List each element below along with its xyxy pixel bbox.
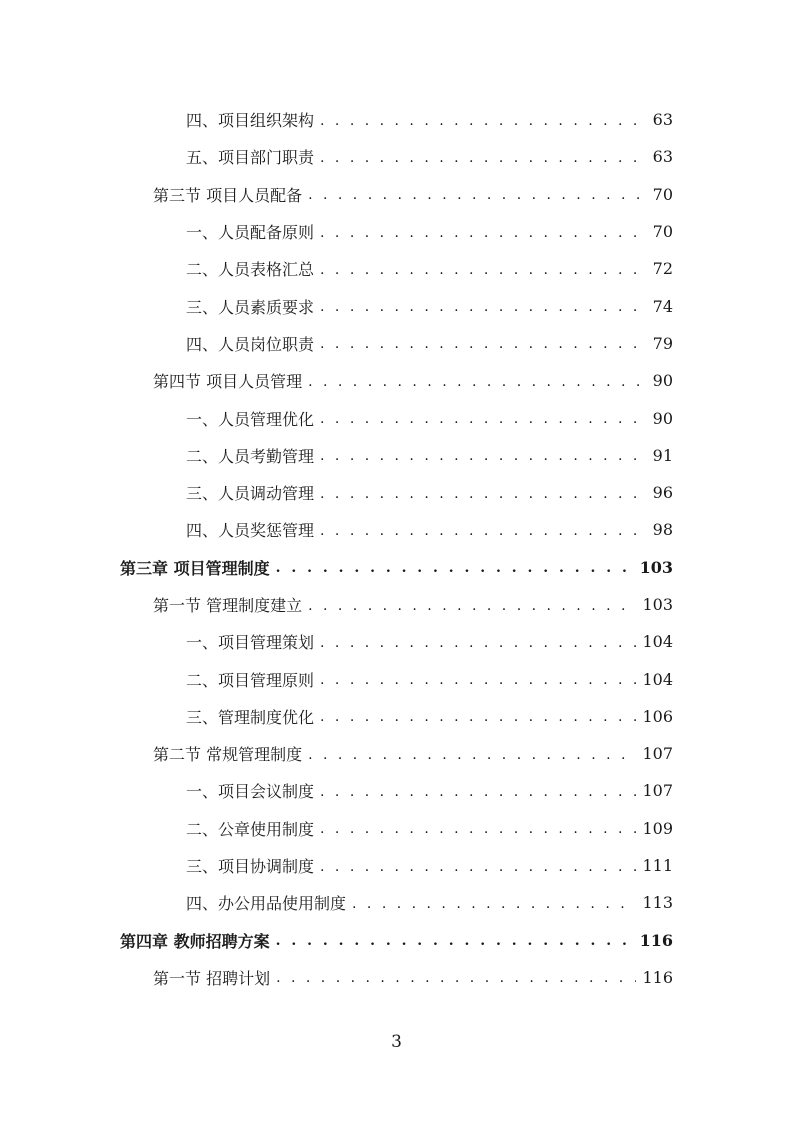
toc-entry[interactable]	[0, 623, 793, 660]
toc-entry-page: 70	[652, 222, 673, 242]
toc-entry-label: 三、项目协调制度	[186, 857, 315, 877]
toc-entry-page: 109	[642, 818, 673, 838]
toc-entry-page: 107	[642, 744, 673, 764]
toc-entry-page: 116	[639, 930, 673, 950]
toc-entry-page: 63	[652, 147, 673, 167]
toc-dot-leader	[320, 859, 636, 875]
toc-entry-label: 第四节 项目人员管理	[153, 372, 303, 392]
toc-entry[interactable]	[0, 586, 793, 623]
toc-dot-leader	[308, 747, 636, 763]
toc-entry[interactable]	[0, 138, 793, 175]
toc-dot-leader	[320, 486, 647, 502]
toc-entry[interactable]	[0, 511, 793, 548]
toc-entry-page: 90	[652, 371, 673, 391]
toc-entry-page: 113	[642, 893, 673, 913]
toc-dot-leader	[276, 970, 636, 986]
toc-entry-label: 第二节 常规管理制度	[153, 745, 303, 765]
toc-dot-leader	[320, 448, 647, 464]
toc-entry[interactable]	[0, 474, 793, 511]
toc-entry-label: 一、项目管理策划	[186, 633, 315, 653]
toc-entry-label: 二、人员表格汇总	[186, 260, 315, 280]
toc-entry-page: 106	[642, 706, 673, 726]
toc-dot-leader	[276, 560, 634, 576]
toc-entry[interactable]	[0, 437, 793, 474]
toc-entry-label: 第四章 教师招聘方案	[120, 931, 270, 951]
page-number: 3	[391, 1032, 402, 1052]
toc-entry-label: 四、人员岗位职责	[186, 334, 315, 354]
toc-entry[interactable]	[0, 772, 793, 809]
toc-entry-page: 104	[642, 669, 673, 689]
toc-entry-page: 103	[639, 557, 673, 577]
toc-entry[interactable]	[0, 213, 793, 250]
toc-entry-label: 三、人员素质要求	[186, 297, 315, 317]
toc-entry[interactable]	[0, 922, 793, 959]
toc-entry-page: 91	[652, 445, 673, 465]
toc-dot-leader	[276, 933, 634, 949]
toc-entry[interactable]	[0, 549, 793, 586]
toc-dot-leader	[320, 523, 647, 539]
toc-entry-label: 三、人员调动管理	[186, 484, 315, 504]
toc-entry-label: 三、管理制度优化	[186, 707, 315, 727]
toc-entry-page: 79	[652, 333, 673, 353]
toc-entry[interactable]	[0, 287, 793, 324]
toc-dot-leader	[320, 225, 647, 241]
toc-dot-leader	[320, 262, 647, 278]
toc-entry-page: 107	[642, 781, 673, 801]
toc-entry-page: 98	[652, 520, 673, 540]
toc-entry-label: 四、人员奖惩管理	[186, 521, 315, 541]
toc-entry[interactable]	[0, 362, 793, 399]
toc-entry-page: 104	[642, 632, 673, 652]
toc-entry-page: 96	[652, 483, 673, 503]
toc-entry[interactable]	[0, 660, 793, 697]
toc-entry[interactable]	[0, 250, 793, 287]
toc-entry-page: 63	[652, 110, 673, 130]
toc-entry-page: 70	[652, 184, 673, 204]
toc-entry[interactable]	[0, 884, 793, 921]
toc-dot-leader	[352, 896, 636, 912]
toc-entry[interactable]	[0, 176, 793, 213]
toc-entry[interactable]	[0, 810, 793, 847]
toc-dot-leader	[320, 821, 636, 837]
toc-entry-label: 一、项目会议制度	[186, 782, 315, 802]
toc-entry[interactable]	[0, 698, 793, 735]
toc-dot-leader	[320, 336, 647, 352]
toc-entry-label: 二、项目管理原则	[186, 670, 315, 690]
toc-dot-leader	[308, 187, 647, 203]
toc-entry-label: 第三章 项目管理制度	[120, 558, 270, 578]
toc-entry[interactable]	[0, 325, 793, 362]
toc-entry-label: 五、项目部门职责	[186, 148, 315, 168]
toc-dot-leader	[320, 709, 636, 725]
toc-dot-leader	[320, 411, 647, 427]
toc-dot-leader	[308, 374, 647, 390]
toc-entry-label: 一、人员管理优化	[186, 409, 315, 429]
toc-dot-leader	[320, 635, 636, 651]
toc-dot-leader	[320, 784, 636, 800]
toc-entry[interactable]	[0, 847, 793, 884]
toc-dot-leader	[320, 150, 647, 166]
toc-dot-leader	[308, 598, 636, 614]
toc-entry[interactable]	[0, 399, 793, 436]
toc-entry[interactable]	[0, 101, 793, 138]
toc-entry-label: 第三节 项目人员配备	[153, 185, 303, 205]
toc-entry-label: 四、办公用品使用制度	[186, 894, 347, 914]
toc-entry-label: 二、公章使用制度	[186, 819, 315, 839]
toc-entry-page: 111	[642, 856, 673, 876]
toc-entry-page: 116	[642, 967, 673, 987]
toc-entry-page: 103	[642, 595, 673, 614]
toc-entry[interactable]	[0, 735, 793, 772]
toc-entry-label: 二、人员考勤管理	[186, 446, 315, 466]
toc-entry-label: 四、项目组织架构	[186, 111, 315, 131]
toc-entry-page: 72	[652, 259, 673, 279]
toc-entry-label: 第一节 管理制度建立	[153, 596, 303, 615]
table-of-contents	[0, 101, 793, 996]
toc-dot-leader	[320, 672, 636, 688]
toc-entry-page: 90	[652, 408, 673, 428]
toc-dot-leader	[320, 299, 647, 315]
toc-entry[interactable]	[0, 959, 793, 996]
toc-entry-label: 一、人员配备原则	[186, 223, 315, 243]
toc-entry-page: 74	[652, 296, 673, 316]
toc-entry-label: 第一节 招聘计划	[153, 968, 271, 988]
toc-dot-leader	[320, 113, 647, 129]
